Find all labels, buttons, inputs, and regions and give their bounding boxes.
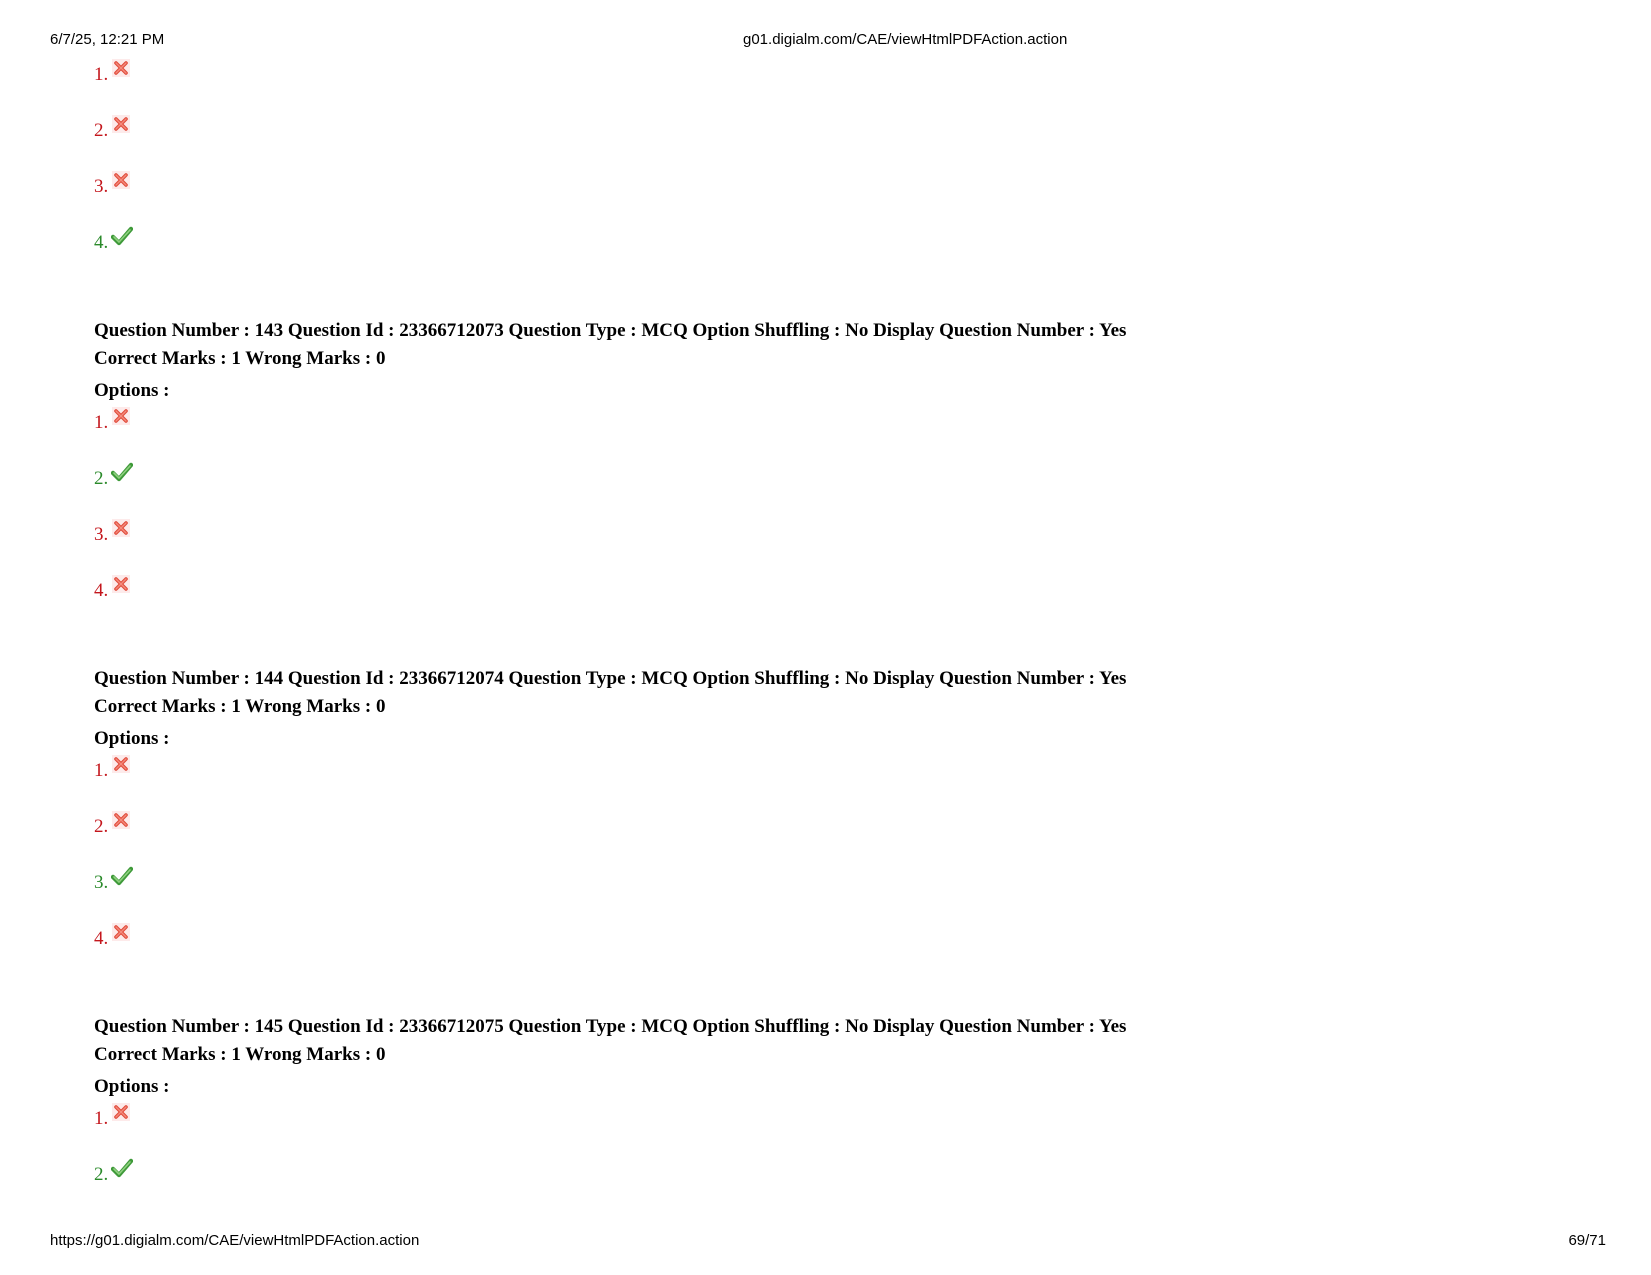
question-meta — [94, 317, 1594, 373]
print-page-url: g01.digialm.com/CAE/viewHtmlPDFAction.action — [743, 31, 1068, 48]
cross-icon — [111, 1102, 131, 1122]
option-number: 1. — [94, 64, 109, 85]
prev-option-3 — [94, 174, 131, 200]
q143-option-4 — [94, 578, 131, 604]
q144-option-3 — [94, 870, 131, 896]
option-number: 4. — [94, 928, 109, 949]
check-icon — [111, 866, 131, 886]
prev-option-4 — [94, 230, 131, 256]
option-number: 2. — [94, 1164, 109, 1185]
q144-option-2 — [94, 814, 131, 840]
option-number: 1. — [94, 760, 109, 781]
q145-option-1 — [94, 1106, 131, 1132]
option-number: 3. — [94, 524, 109, 545]
question-marks-line: Correct Marks : 1 Wrong Marks : 0 — [94, 1044, 386, 1065]
option-number: 4. — [94, 232, 109, 253]
question-marks-line: Correct Marks : 1 Wrong Marks : 0 — [94, 696, 386, 717]
q143-option-3 — [94, 522, 131, 548]
question-marks-line: Correct Marks : 1 Wrong Marks : 0 — [94, 348, 386, 369]
question-info-line: Question Number : 145 Question Id : 23366712075 Question Type : MCQ Option Shuffling : No Display Question Number : Yes — [94, 1016, 1127, 1037]
check-icon — [111, 226, 131, 246]
options-label: Options : — [94, 1076, 170, 1097]
print-footer-url: https://g01.digialm.com/CAE/viewHtmlPDFAction.action — [50, 1232, 420, 1249]
question-meta — [94, 665, 1594, 721]
option-number: 1. — [94, 1108, 109, 1129]
q143-option-2 — [94, 466, 131, 492]
cross-icon — [111, 810, 131, 830]
q144-option-1 — [94, 758, 131, 784]
check-icon — [111, 1158, 131, 1178]
options-label: Options : — [94, 728, 170, 749]
q144-option-4 — [94, 926, 131, 952]
option-number: 2. — [94, 816, 109, 837]
q145-option-2 — [94, 1162, 131, 1188]
cross-icon — [111, 58, 131, 78]
option-number: 2. — [94, 120, 109, 141]
cross-icon — [111, 754, 131, 774]
option-number: 2. — [94, 468, 109, 489]
option-number: 4. — [94, 580, 109, 601]
cross-icon — [111, 922, 131, 942]
cross-icon — [111, 114, 131, 134]
check-icon — [111, 462, 131, 482]
option-number: 3. — [94, 176, 109, 197]
option-number: 3. — [94, 872, 109, 893]
question-info-line: Question Number : 143 Question Id : 23366712073 Question Type : MCQ Option Shuffling : No Display Question Number : Yes — [94, 320, 1127, 341]
print-header — [0, 31, 1651, 51]
cross-icon — [111, 170, 131, 190]
question-info-line: Question Number : 144 Question Id : 23366712074 Question Type : MCQ Option Shuffling : No Display Question Number : Yes — [94, 668, 1127, 689]
prev-option-1 — [94, 62, 131, 88]
option-number: 1. — [94, 412, 109, 433]
cross-icon — [111, 406, 131, 426]
question-meta — [94, 1013, 1594, 1069]
print-footer — [0, 1232, 1651, 1252]
cross-icon — [111, 518, 131, 538]
q143-option-1 — [94, 410, 131, 436]
print-datetime: 6/7/25, 12:21 PM — [50, 31, 165, 48]
options-label: Options : — [94, 380, 170, 401]
cross-icon — [111, 574, 131, 594]
page-number: 69/71 — [1568, 1232, 1606, 1249]
prev-option-2 — [94, 118, 131, 144]
